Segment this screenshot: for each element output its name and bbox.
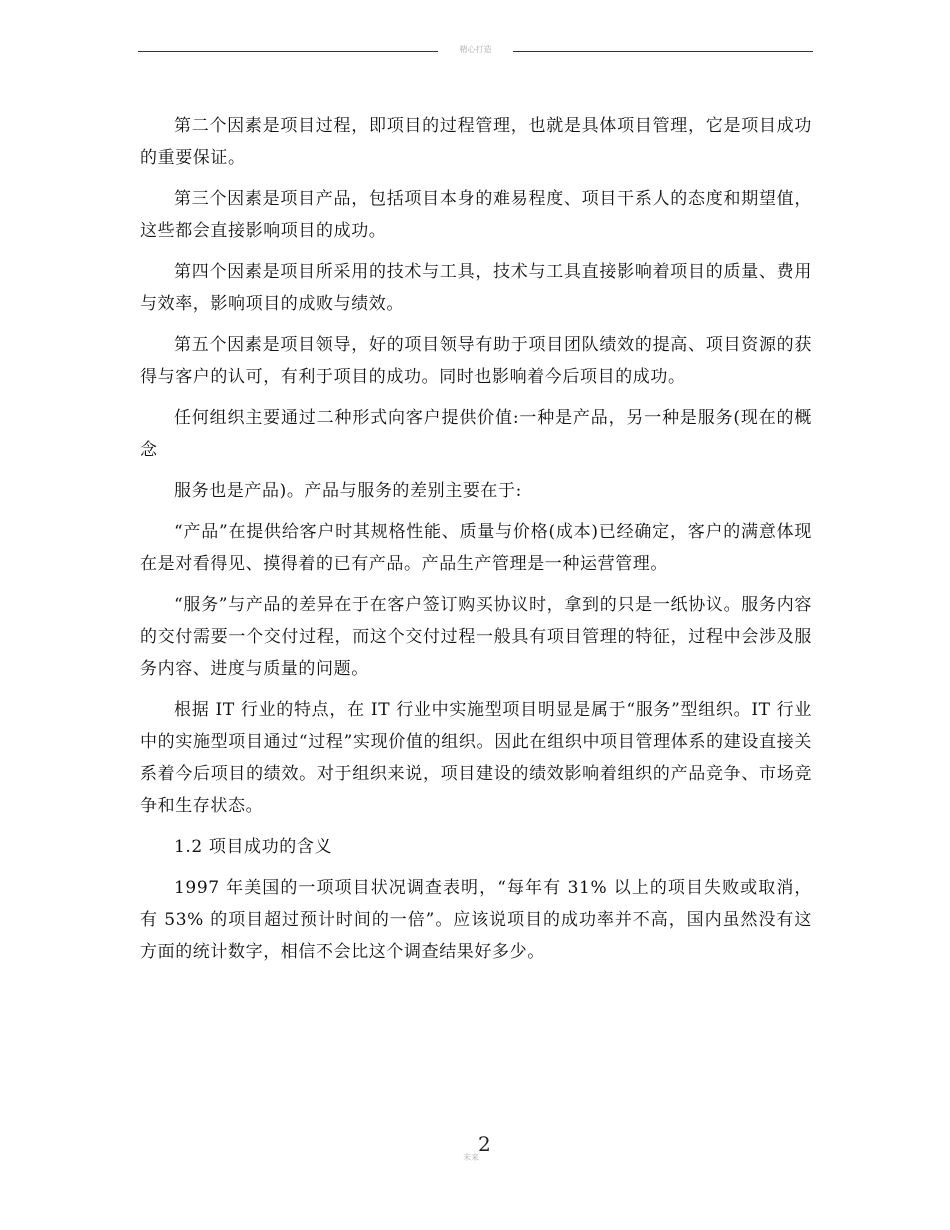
paragraph-service: “服务”与产品的差异在于在客户签订购买协议时，拿到的只是一纸协议。服务内容的交付需要一个交付过程，而这个交付过程一般具有项目管理的特征，过程中会涉及服务内容、进度与质量的问题。 bbox=[140, 595, 812, 679]
paragraph-product: “产品”在提供给客户时其规格性能、质量与价格(成本)已经确定，客户的满意体现在是对看得见、摸得着的已有产品。产品生产管理是一种运营管理。 bbox=[140, 522, 812, 574]
paragraph-factor-4: 第四个因素是项目所采用的技术与工具，技术与工具直接影响着项目的质量、费用与效率，影响项目的成败与绩效。 bbox=[140, 262, 812, 314]
document-body bbox=[140, 110, 812, 977]
paragraph-survey-1997: 1997 年美国的一项项目状况调查表明，“每年有 31% 以上的项目失败或取消，有 53% 的项目超过预计时间的一倍”。应该说项目的成功率并不高，国内虽然没有这方面的统计数字，相信不会比这个调查结果好多少。 bbox=[140, 878, 812, 962]
section-heading-1-2: 1.2 项目成功的含义 bbox=[174, 837, 333, 857]
paragraph-value-forms: 任何组织主要通过二种形式向客户提供价值:一种是产品，另一种是服务(现在的概念 bbox=[140, 408, 812, 460]
paragraph-factor-5: 第五个因素是项目领导，好的项目领导有助于项目团队绩效的提高、项目资源的获得与客户的认可，有利于项目的成功。同时也影响着今后项目的成功。 bbox=[140, 335, 812, 387]
paragraph-difference: 服务也是产品)。产品与服务的差别主要在于: bbox=[174, 481, 522, 501]
header-text: 精心打造 bbox=[438, 45, 513, 55]
footer-text: 未来 bbox=[463, 1153, 479, 1162]
page-number: 2 bbox=[478, 1132, 491, 1156]
paragraph-factor-2: 第二个因素是项目过程，即项目的过程管理，也就是具体项目管理，它是项目成功的重要保证。 bbox=[140, 116, 812, 168]
paragraph-it-industry: 根据 IT 行业的特点，在 IT 行业中实施型项目明显是属于“服务”型组织。IT 行业中的实施型项目通过“过程”实现价值的组织。因此在组织中项目管理体系的建设直接关系着今后项目的绩效。对于组织来说，项目建设的绩效影响着组织的产品竞争、市场竞争和生存状态。 bbox=[140, 700, 812, 816]
paragraph-factor-3: 第三个因素是项目产品，包括项目本身的难易程度、项目干系人的态度和期望值，这些都会直接影响项目的成功。 bbox=[140, 189, 812, 241]
